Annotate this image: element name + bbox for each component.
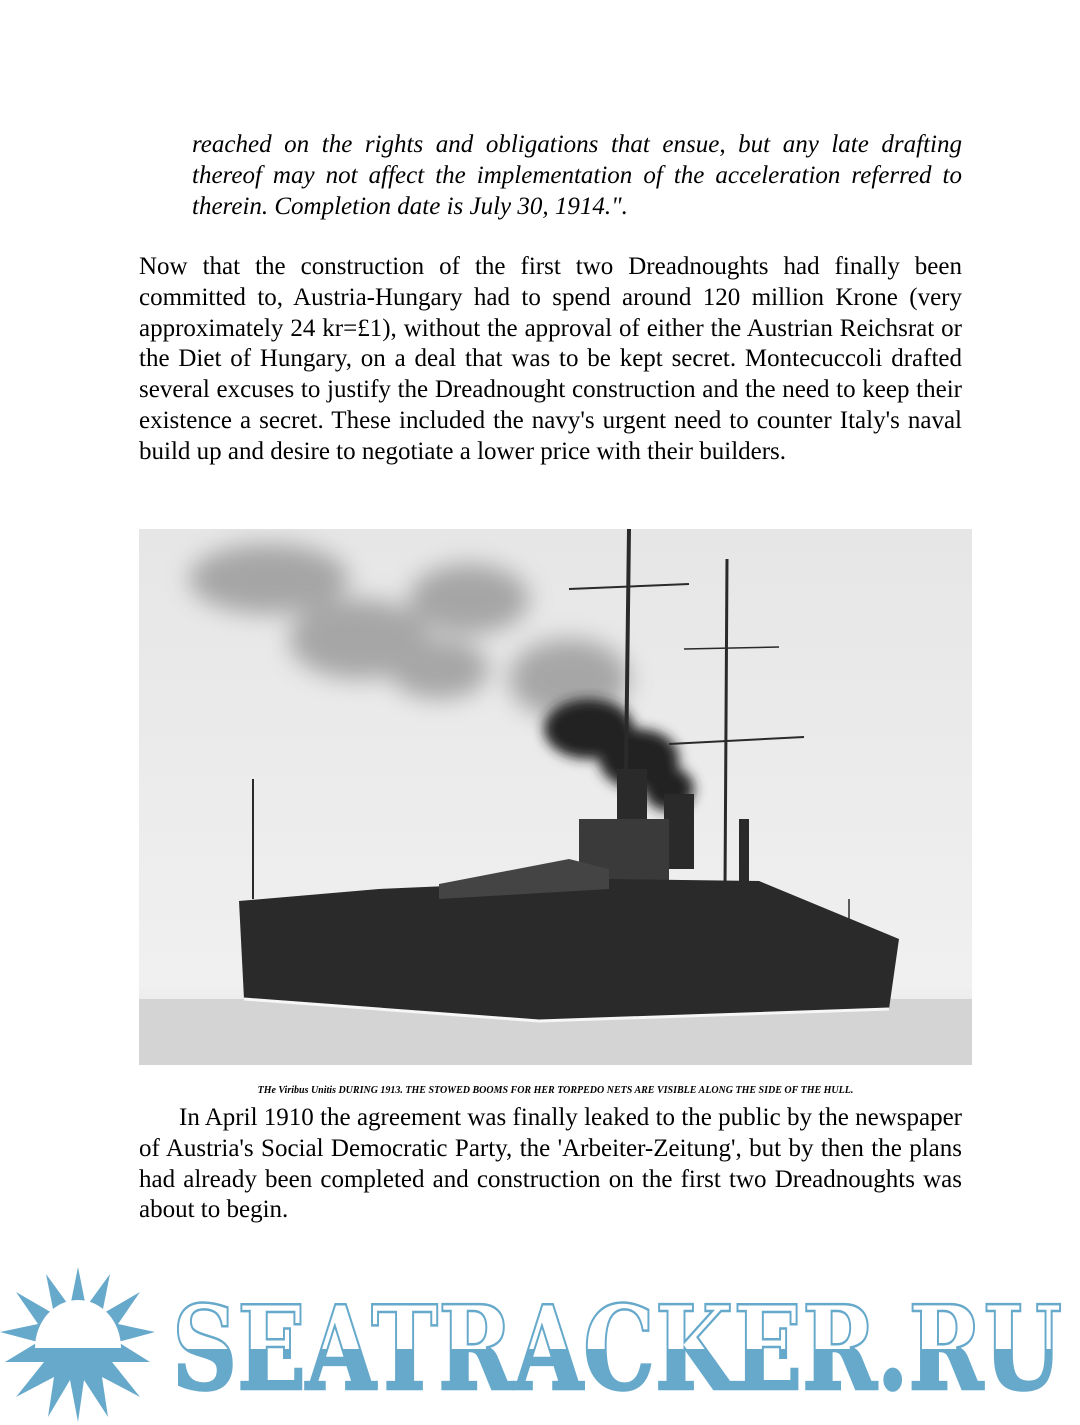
seatracker-logo: [0, 1262, 1080, 1425]
battleship-photo: [139, 529, 972, 1065]
sun-icon: [0, 1267, 155, 1422]
paragraph: In April 1910 the agreement was finally leaked to the public by the newspaper of Austria's Social Democratic Party, the 'Arbeiter-Zeitung', but by then the plans had already been completed and construction on the first two Dreadnoughts was about to begin.: [139, 1104, 962, 1224]
logo-text: SEATRACKER.RU: [172, 1281, 1062, 1417]
block-quote: reached on the rights and obligations that ensue, but any late drafting thereof may not affect the implementation of the acceleration referred to therein. Completion date is July 30, 1914.".: [192, 131, 962, 220]
photo-caption: THe Viribus Unitis DURING 1913. THE STOWED BOOMS FOR HER TORPEDO NETS ARE VISIBLE ALONG THE SIDE OF THE HULL.: [257, 1085, 854, 1096]
paragraph: Now that the construction of the first two Dreadnoughts had finally been committed to, Austria-Hungary had to spend around 120 million Krone (very approximately 24 kr=£1), without the approval of either the Austrian Reichsrat or the Diet of Hungary, on a deal that was to be kept secret. Montecuccoli drafted several excuses to justify the Dreadnought construction and the need to keep their existence a secret. These included the navy's urgent need to counter Italy's naval build up and desire to negotiate a lower price with their builders.: [139, 253, 962, 465]
